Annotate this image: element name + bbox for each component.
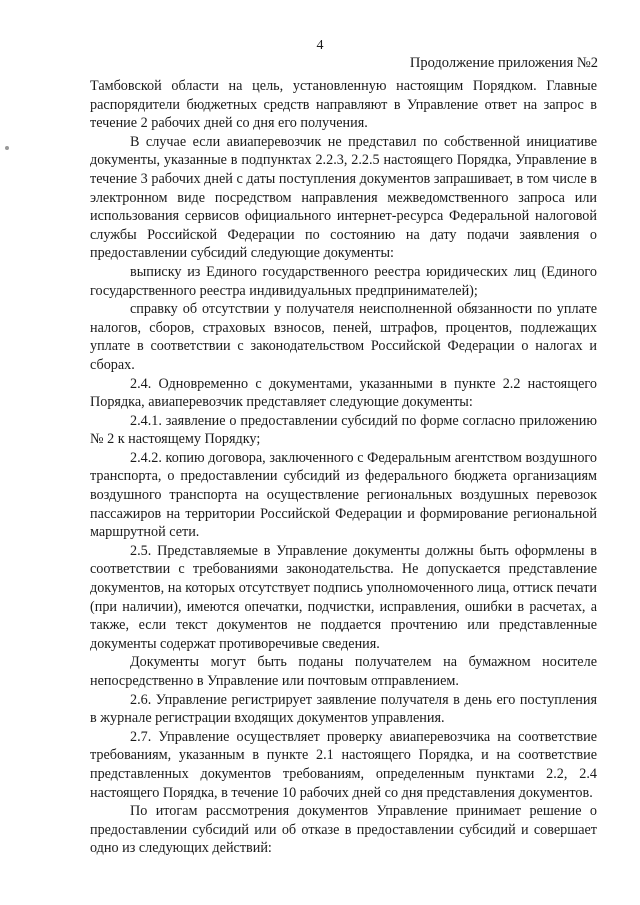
paragraph: 2.7. Управление осуществляет проверку авиаперевозчика на соответствие требованиям, указанным в пункте 2.1 настоящего Порядка, и на соответствие представленных документов требованиям, определенным пунктами 2.2, 2.4 настоящего Порядка, в течение 10 рабочих дней со дня представления документов.: [90, 728, 597, 801]
paragraph: Документы могут быть поданы получателем на бумажном носителе непосредственно в Управление или почтовым отправлением.: [90, 654, 597, 689]
paragraph: Тамбовской области на цель, установленную настоящим Порядком. Главные распорядители бюджетных средств направляют в Управление ответ на запрос в течение 2 рабочих дней со дня его получения.: [90, 78, 597, 132]
paragraph: 2.4. Одновременно с документами, указанными в пункте 2.2 настоящего Порядка, авиаперевозчик представляет следующие документы:: [90, 375, 597, 411]
appendix-continuation-note: Продолжение приложения №2: [409, 55, 598, 71]
paragraph: По итогам рассмотрения документов Управление принимает решение о предоставлении субсидий или об отказе в предоставлении субсидий и совершает одно из следующих действий:: [90, 803, 597, 857]
paragraph: 2.6. Управление регистрирует заявление получателя в день его поступления в журнале регистрации входящих документов управления.: [90, 691, 597, 727]
paragraph: 2.5. Представляемые в Управление документы должны быть оформлены в соответствии с требованиями законодательства. Не допускается представление документов, на которых отсутствует подпись уполномоченного лица, оттиск печати (при наличии), имеются опечатки, подчистки, исправления, ошибки в расчетах, а также, если текст документов не поддается прочтению или представленные документы содержат противоречивые сведения.: [90, 542, 597, 652]
page-number: 4: [316, 38, 324, 53]
paragraph: 2.4.1. заявление о предоставлении субсидий по форме согласно приложению № 2 к настоящему Порядку;: [90, 412, 597, 448]
document-body: [90, 77, 597, 858]
paragraph: 2.4.2. копию договора, заключенного с Федеральным агентством воздушного транспорта, о предоставлении субсидий из федерального бюджета организациям воздушного транспорта на осуществление региональных воздушных перевозок пассажиров на территории Российской Федерации и формирование региональной маршрутной сети.: [90, 449, 597, 541]
paragraph: В случае если авиаперевозчик не представил по собственной инициативе документы, указанные в подпунктах 2.2.3, 2.2.5 настоящего Порядка, Управление в течение 3 рабочих дней с даты поступления документов запрашивает, в том числе в электронном виде посредством направления межведомственного запроса или использования сервисов официального интернет-ресурса Федеральной налоговой службы Российской Федерации по состоянию на дату подачи заявления о предоставлении субсидий следующие документы:: [90, 133, 597, 262]
paragraph: выписку из Единого государственного реестра юридических лиц (Единого государственного реестра индивидуальных предпринимателей);: [90, 263, 597, 299]
paragraph: справку об отсутствии у получателя неисполненной обязанности по уплате налогов, сборов, страховых взносов, пеней, штрафов, процентов, подлежащих уплате в соответствии с законодательством Российской Федерации о налогах и сборах.: [90, 301, 597, 373]
margin-mark: [5, 146, 9, 150]
